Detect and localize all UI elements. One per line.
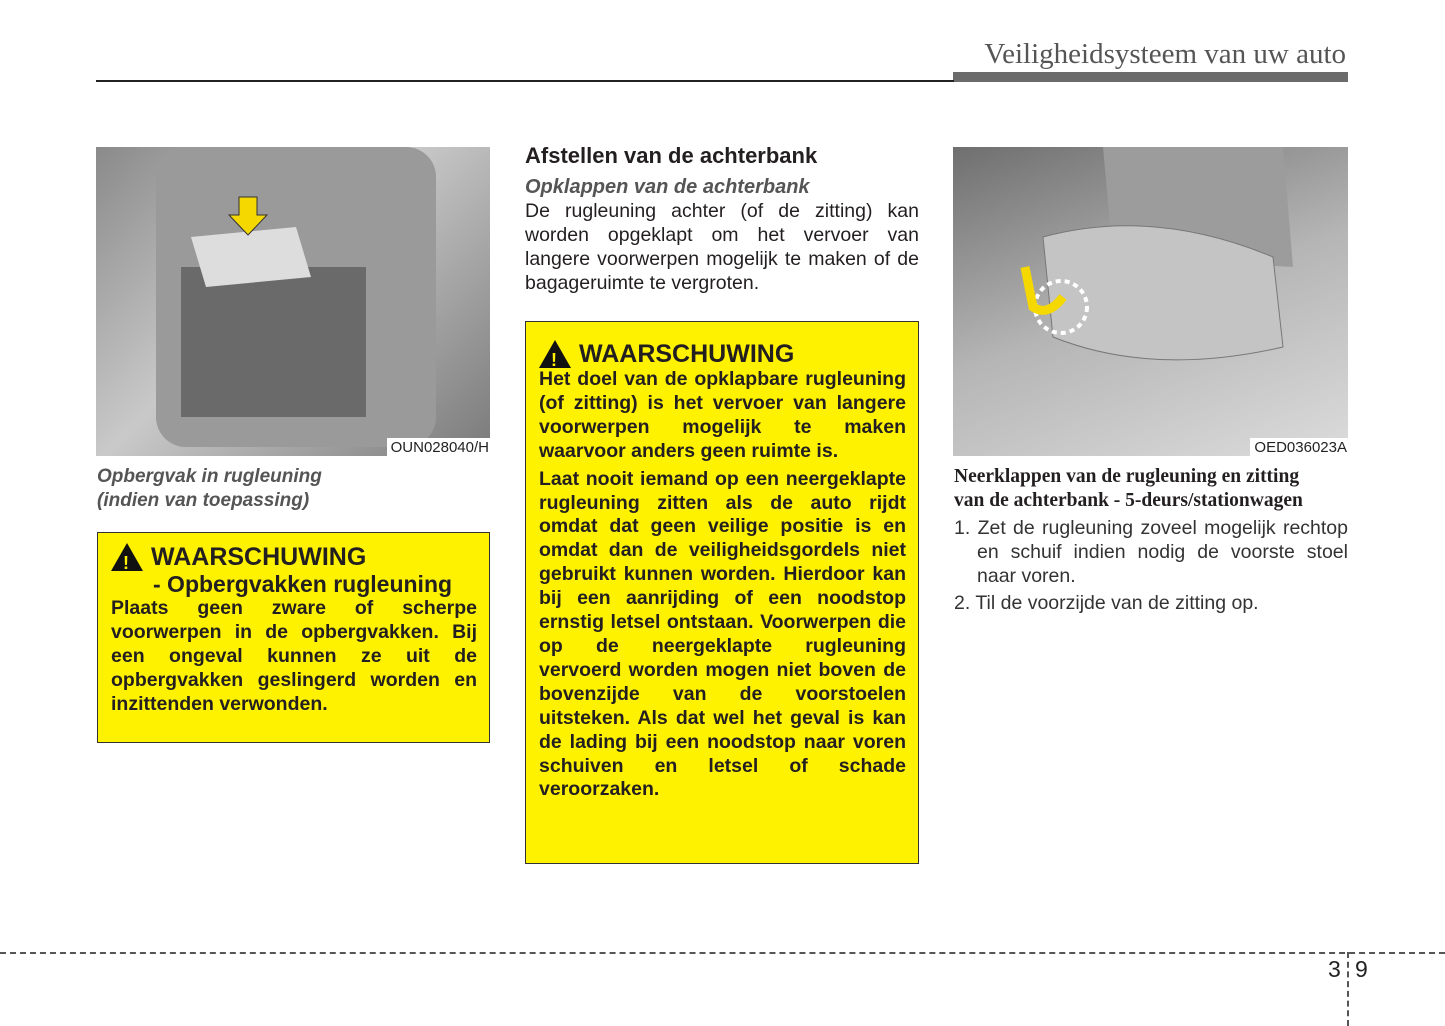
warning-title: WAARSCHUWING — [151, 543, 367, 571]
image-caption — [97, 465, 322, 513]
steps-list — [954, 516, 1348, 618]
list-item: 2. Til de voorzijde van de zitting op. — [954, 592, 1259, 614]
warning-icon — [111, 543, 143, 571]
intro-paragraph: De rugleuning achter (of de zitting) kan worden opgeklapt om het vervoer van langere voorwerpen mogelijk te maken of de bagageruimte te vergroten. — [525, 200, 919, 294]
warning-text: Plaats geen zware of scherpe voorwerpen in de opbergvakken. Bij een ongeval kunnen ze uit de opbergvakken geslingerd worden en inzittenden verwonden. — [111, 597, 477, 715]
footer-divider — [1347, 952, 1349, 1026]
warning-paragraph: Het doel van de opklapbare rugleuning (of zitting) is het vervoer van langere voorwerpen mogelijk te maken waarvoor anders geen ruimte is. — [539, 368, 906, 462]
header-rule — [96, 80, 954, 82]
footer-rule — [0, 952, 1445, 954]
warning-paragraph: Laat nooit iemand op een neergeklapte rugleuning zitten als de auto rijdt omdat dat geen veilige positie is en omdat dan de veiligheidsgordels niet gebruikt kunnen worden. Hierdoor kan bij een aanrijding of een noodstop ernstig letsel ontstaan. Voorwerpen die op de neergeklapte rugleuning vervoerd worden mogen niet boven de bovenzijde van de voorstoelen uitsteken. Als dat wel het geval is kan de lading bij een noodstop naar voren schuiven en letsel of schade veroorzaken. — [539, 467, 906, 801]
page-number: 9 — [1355, 956, 1368, 982]
image-code: OUN028040/H — [387, 438, 490, 456]
image-code: OED036023A — [1250, 438, 1348, 456]
image-caption — [954, 465, 1348, 513]
header-bar — [953, 72, 1348, 82]
caption-line: van de achterbank - 5-deurs/stationwagen — [954, 490, 1303, 511]
caption-line: Neerklappen van de rugleuning en zitting — [954, 466, 1300, 487]
warning-box-pocket — [97, 532, 490, 743]
warning-subtitle: - Opbergvakken rugleuning — [153, 571, 453, 597]
caption-line: (indien van toepassing) — [97, 490, 310, 511]
section-heading: Afstellen van de achterbank — [525, 143, 818, 168]
list-item: 1. Zet de rugleuning zoveel mogelijk rechtop en schuif indien nodig de voorste stoel naar voren. — [954, 517, 1348, 587]
caption-line: Opbergvak in rugleuning — [97, 466, 322, 487]
seatback-pocket-illustration — [96, 147, 490, 456]
subheading: Opklappen van de achterbank — [525, 176, 810, 198]
rear-seat-illustration — [953, 147, 1348, 456]
warning-box-fold — [525, 321, 919, 864]
warning-title: WAARSCHUWING — [579, 340, 795, 368]
warning-icon — [539, 340, 571, 368]
running-header-title: Veiligheidsysteem van uw auto — [984, 38, 1346, 70]
section-number: 3 — [1328, 956, 1341, 982]
